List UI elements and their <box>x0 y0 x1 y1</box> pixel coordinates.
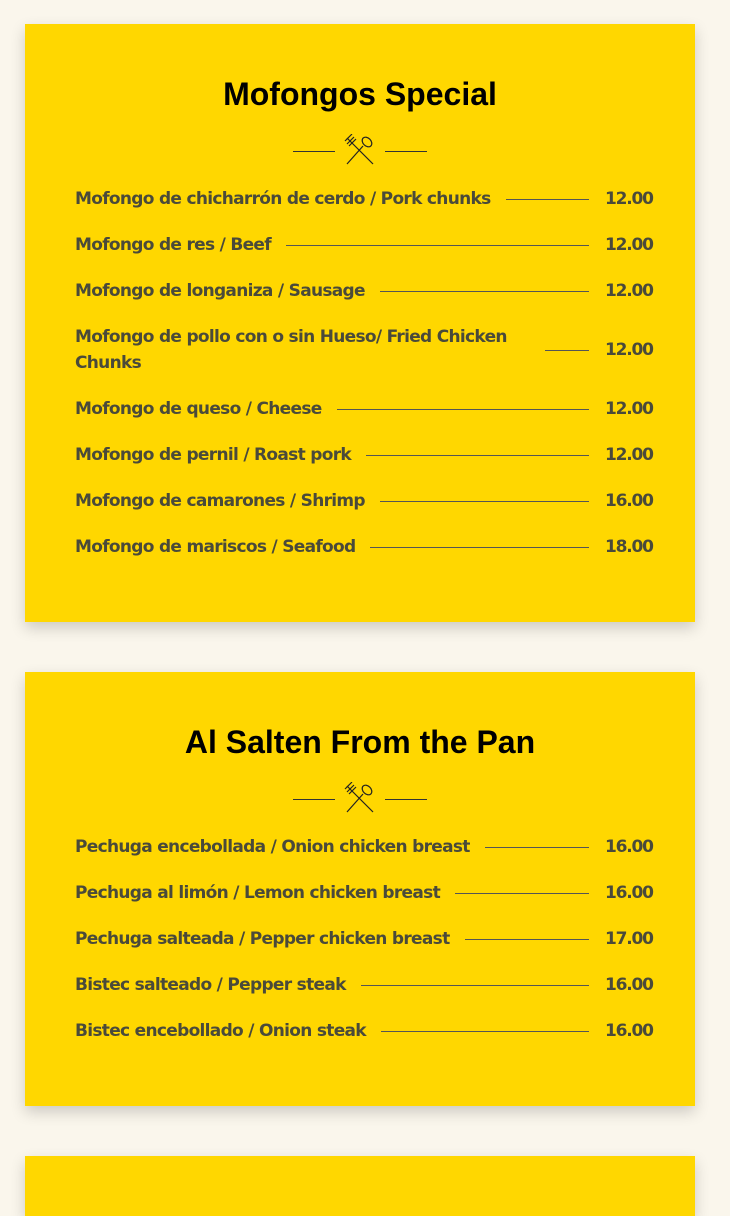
item-name: Mofongo de pollo con o sin Hueso/ Fried Chicken Chunks <box>75 327 507 373</box>
item-leader-line <box>286 245 589 246</box>
item-price: 16.00 <box>605 975 653 995</box>
item-leader-line <box>361 985 589 986</box>
menu-item <box>75 268 653 314</box>
section-divider <box>75 782 645 816</box>
menu-item <box>75 222 653 268</box>
item-leader-line <box>366 455 589 456</box>
item-price: 16.00 <box>605 1021 653 1041</box>
item-leader-line <box>380 501 589 502</box>
item-leader-line <box>506 199 589 200</box>
item-price: 12.00 <box>605 281 653 301</box>
item-price: 18.00 <box>605 537 653 557</box>
item-name: Pechuga salteada / Pepper chicken breast <box>75 929 450 949</box>
item-name: Mofongo de chicharrón de cerdo / Pork chunks <box>75 189 491 209</box>
item-name: Mofongo de longaniza / Sausage <box>75 281 365 301</box>
item-leader-line <box>380 291 589 292</box>
divider-rule-right <box>385 151 427 152</box>
menu-section-mofongos <box>25 24 695 622</box>
section-title: Al Salten From the Pan <box>184 724 536 760</box>
item-name: Bistec encebollado / Onion steak <box>75 1021 366 1041</box>
item-price: 16.00 <box>605 837 653 857</box>
menu-section-al-salten <box>25 672 695 1106</box>
item-price: 16.00 <box>605 491 653 511</box>
menu-item <box>75 962 653 1008</box>
menu-item <box>75 478 653 524</box>
menu-item-list <box>75 824 653 1054</box>
item-name: Pechuga al limón / Lemon chicken breast <box>75 883 441 903</box>
section-divider <box>75 134 645 168</box>
menu-item <box>75 432 653 478</box>
item-name: Mofongo de mariscos / Seafood <box>75 537 356 557</box>
menu-item <box>75 386 653 432</box>
item-name: Mofongo de pernil / Roast pork <box>75 445 351 465</box>
divider-rule-left <box>293 799 335 800</box>
item-name: Mofongo de queso / Cheese <box>75 399 322 419</box>
item-name: Mofongo de camarones / Shrimp <box>75 491 365 511</box>
item-price: 12.00 <box>605 189 653 209</box>
menu-item <box>75 824 653 870</box>
menu-item <box>75 1008 653 1054</box>
item-leader-line <box>485 847 589 848</box>
item-price: 12.00 <box>605 235 653 255</box>
item-leader-line <box>545 350 589 351</box>
item-price: 12.00 <box>605 340 653 360</box>
divider-rule-left <box>293 151 335 152</box>
item-name: Bistec salteado / Pepper steak <box>75 975 346 995</box>
item-leader-line <box>337 409 589 410</box>
menu-item <box>75 524 653 570</box>
item-leader-line <box>465 939 589 940</box>
section-title: Mofongos Special <box>223 76 497 112</box>
item-price: 16.00 <box>605 883 653 903</box>
menu-item-list <box>75 176 653 570</box>
item-leader-line <box>381 1031 589 1032</box>
fork-spoon-icon <box>335 782 385 816</box>
menu-item <box>75 870 653 916</box>
menu-item <box>75 916 653 962</box>
item-price: 17.00 <box>605 929 653 949</box>
fork-spoon-icon <box>335 134 385 168</box>
item-leader-line <box>370 547 589 548</box>
menu-item <box>75 176 653 222</box>
item-leader-line <box>455 893 589 894</box>
item-name: Mofongo de res / Beef <box>75 235 271 255</box>
divider-rule-right <box>385 799 427 800</box>
menu-item <box>75 314 653 386</box>
item-name: Pechuga encebollada / Onion chicken breast <box>75 837 470 857</box>
menu-section-next <box>25 1156 695 1216</box>
item-price: 12.00 <box>605 399 653 419</box>
item-price: 12.00 <box>605 445 653 465</box>
